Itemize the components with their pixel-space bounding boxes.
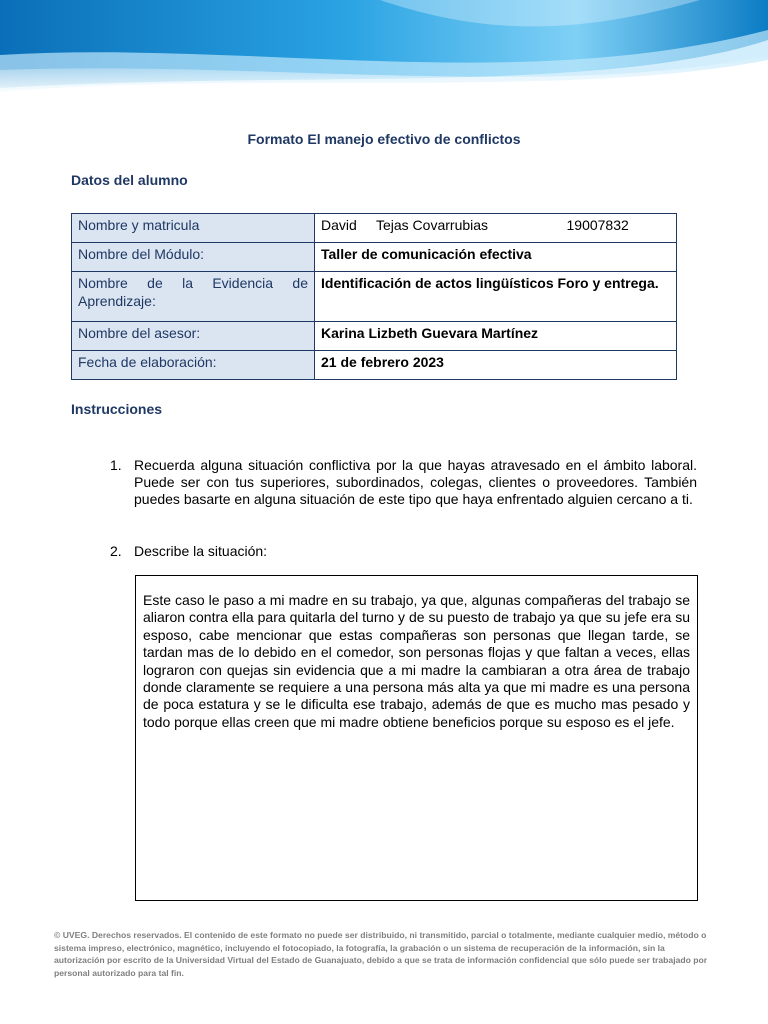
- table-row: [72, 322, 677, 351]
- name-id-value: [315, 214, 677, 243]
- name-id-label: Nombre y matricula: [72, 214, 315, 243]
- instruction-item-1: [110, 457, 697, 508]
- student-id: 19007832: [566, 217, 629, 233]
- copyright-footer: © UVEG. Derechos reservados. El contenido de este formato no puede ser distribuido, ni transmitido, parcial o totalmente, mediante cualquier medio, método o sistema impreso, electrónico, magnético, incluyendo el fotocopiado, la fotografía, la grabación o un sistema de recuperación de la información, sin la autorización por escrito de la Universidad Virtual del Estado de Guanajuato, debido a que se trata de información confidencial que sólo puede ser trabajado por personal autorizado para tal fin.: [54, 930, 708, 978]
- date-value: 21 de febrero 2023: [315, 351, 677, 380]
- answer-text: Este caso le paso a mi madre en su trabajo, ya que, algunas compañeras del trabajo se aliaron contra ella para quitarla del turno y de su puesto de trabajo ya que su jefe era su esposo, cabe mencionar que estas compañeras son personas que llegan tarde, se tardan mas de lo debido en el comedor, son personas flojas y que faltan a veces, ellas lograron con quejas sin evidencia que a mi madre la cambiaran a otra área de trabajo donde claramente se requiere a una persona más alta ya que mi madre es una persona de poca estatura y se le dificulta ese trabajo, además de que es mucho mas pesado y todo porque ellas creen que mi madre obtiene beneficios porque su esposo es el jefe.: [143, 592, 690, 730]
- evidence-label-line2: Aprendizaje:: [78, 293, 156, 309]
- student-name: David Tejas Covarrubias: [321, 217, 489, 233]
- student-info-table: [71, 213, 677, 380]
- module-label: Nombre del Módulo:: [72, 243, 315, 272]
- table-row: [72, 272, 677, 322]
- advisor-value: Karina Lizbeth Guevara Martínez: [315, 322, 677, 351]
- evidence-label: [72, 272, 315, 322]
- instructions-heading: Instrucciones: [71, 401, 163, 417]
- table-row: [72, 243, 677, 272]
- evidence-label-line1: Nombre de la Evidencia de: [78, 275, 308, 291]
- table-row: [72, 214, 677, 243]
- document-title: Formato El manejo efectivo de conflictos: [247, 131, 521, 147]
- evidence-value: Identificación de actos lingüísticos Foro y entrega.: [315, 272, 677, 322]
- header-banner: [0, 0, 768, 98]
- advisor-label: Nombre del asesor:: [72, 322, 315, 351]
- instruction-item-2: [110, 543, 697, 560]
- instruction-number: 2.: [110, 543, 122, 559]
- student-data-heading: Datos del alumno: [71, 172, 188, 188]
- date-label: Fecha de elaboración:: [72, 351, 315, 380]
- table-row: [72, 351, 677, 380]
- instruction-number: 1.: [110, 457, 122, 473]
- module-value: Taller de comunicación efectiva: [315, 243, 677, 272]
- instruction-text: Recuerda alguna situación conflictiva por la que hayas atravesado en el ámbito laboral. Puede ser con tus superiores, subordinados, colegas, clientes o proveedores. También puedes basarte en alguna situación de este tipo que haya enfrentado alguien cercano a ti.: [134, 457, 697, 507]
- answer-box: [135, 575, 698, 901]
- instruction-text: Describe la situación:: [134, 543, 268, 559]
